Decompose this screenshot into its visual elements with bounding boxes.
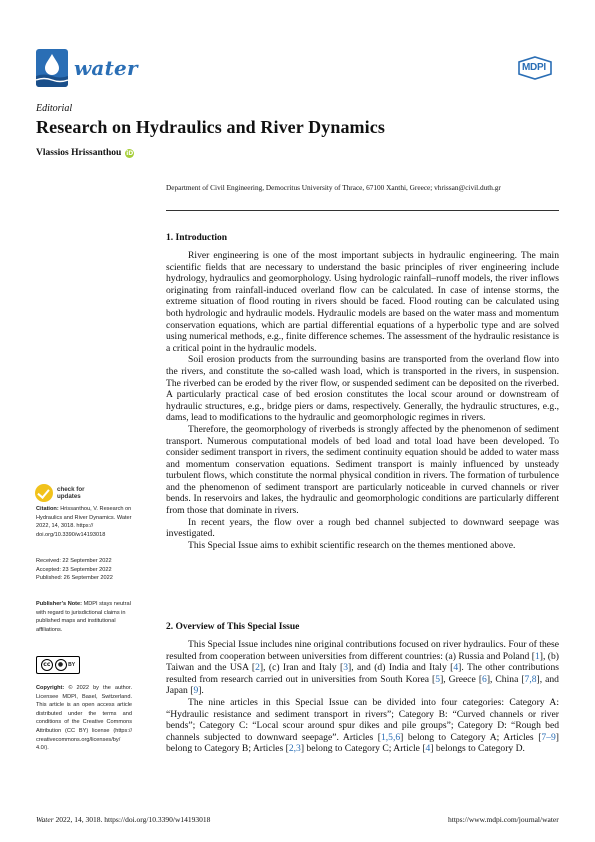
copyright-block bbox=[36, 684, 132, 753]
journal-logo bbox=[36, 49, 68, 87]
text-run: ]. bbox=[198, 685, 204, 697]
text-run: ]. The other contributions resulted from research carried out in universities from South Korea [ bbox=[166, 662, 559, 685]
footer-doi[interactable]: 2022, 14, 3018. https://doi.org/10.3390/w14193018 bbox=[53, 815, 211, 824]
copyright-text: © 2022 by the author. Licensee MDPI, Basel, Switzerland. This article is an open access article distributed under the terms and conditions of the Creative Commons Attribution (CC BY) license (https:// creativecommons.org/licenses/by/ 4.0/). bbox=[36, 685, 132, 752]
text-run: This Special Issue includes nine original contributions focused on river hydraulics. Four of these resulted from cooperation between universities from different countries: (a) Russia and Poland [ bbox=[166, 639, 559, 662]
check-updates-icon bbox=[35, 484, 53, 502]
citation-block bbox=[36, 505, 132, 539]
text-run: ], Greece [ bbox=[440, 673, 483, 685]
check-for-updates-badge[interactable] bbox=[35, 482, 105, 504]
section-body bbox=[166, 250, 559, 551]
footer-journal-url[interactable]: https://www.mdpi.com/journal/water bbox=[448, 815, 559, 824]
copyright-label: Copyright: bbox=[36, 685, 65, 691]
article-type: Editorial bbox=[36, 103, 73, 114]
reference-link[interactable]: 2,3 bbox=[288, 743, 301, 755]
text-run: ] belong to Category C; Article [ bbox=[300, 743, 426, 755]
text-run: ] belongs to Category D. bbox=[430, 743, 525, 755]
section-body bbox=[166, 639, 559, 755]
footer-citation bbox=[36, 815, 210, 824]
water-drop-icon bbox=[36, 49, 68, 87]
paragraph bbox=[166, 697, 559, 755]
cc-by-label: BY bbox=[68, 661, 76, 668]
text-run: ], China [ bbox=[486, 673, 525, 685]
by-icon: ● bbox=[55, 659, 67, 671]
reference-link[interactable]: 5 bbox=[435, 673, 441, 685]
check-updates-line2: updates bbox=[57, 493, 81, 500]
reference-link[interactable]: 9 bbox=[193, 685, 199, 697]
text-run: ] belong to Category A; Articles [ bbox=[400, 731, 542, 743]
article-title: Research on Hydraulics and River Dynamics bbox=[36, 117, 385, 137]
citation-label: Citation: bbox=[36, 506, 59, 512]
cc-icon: cc bbox=[41, 659, 53, 671]
reference-link[interactable]: 7–9 bbox=[541, 731, 556, 743]
reference-link[interactable]: 3 bbox=[343, 662, 348, 674]
publisher-note bbox=[36, 600, 132, 634]
received-date: Received: 22 September 2022 bbox=[36, 558, 112, 564]
note-text: MDPI stays neutral with regard to jurisdictional claims in published maps and institutional affiliations. bbox=[36, 601, 131, 633]
reference-link[interactable]: 1,5,6 bbox=[380, 731, 401, 743]
paragraph: In recent years, the flow over a rough bed channel subjected to downward seepage was investigated. bbox=[166, 516, 559, 540]
reference-link[interactable]: 4 bbox=[425, 743, 431, 755]
check-updates-line1: check for bbox=[57, 486, 85, 493]
paragraph bbox=[166, 639, 559, 697]
published-date: Published: 26 September 2022 bbox=[36, 575, 113, 582]
text-run: The nine articles in this Special Issue can be divided into four categories: Category A: “Hydraulic resistance and sediment transport in rivers”; Category B: “Curved channels or river bends”; Category C: “Local scour around spur dikes and pile groups”; Category D: “Rough bed channels subjected to downward seepage”. Articles [ bbox=[166, 696, 559, 743]
note-label: Publisher’s Note: bbox=[36, 601, 83, 607]
mdpi-logo-text: MDPI bbox=[522, 62, 546, 73]
reference-link[interactable]: 2 bbox=[255, 662, 260, 674]
orcid-icon[interactable]: iD bbox=[126, 149, 134, 157]
reference-link[interactable]: 6 bbox=[482, 673, 487, 685]
author-name: Vlassios Hrissanthou bbox=[36, 148, 122, 158]
text-run: ], and (d) India and Italy [ bbox=[348, 662, 454, 674]
text-run: ], and Japan [ bbox=[166, 673, 559, 697]
paragraph: Soil erosion products from the surrounding basins are transported from the overland flow into the rivers, and constitute the so-called wash load, which is transported in the rivers, in suspension. The riverbed can be eroded by the river flow, or suspended sediment can be deposited on the riverbed. A particularly practical case of bed erosion constitutes the local scour around or downstream of hydraulic structures, e.g., bridge piers or dams, respectively. Generally, the hydraulic structures, e.g., dams, lead to modifications to the hydraulic and geomorphologic regimes in rivers. bbox=[166, 354, 559, 424]
accepted-date: Accepted: 23 September 2022 bbox=[36, 566, 112, 573]
dates-block bbox=[36, 557, 132, 583]
mdpi-logo bbox=[516, 56, 554, 80]
affiliation: Department of Civil Engineering, Democritus University of Thrace, 67100 Xanthi, Greece; vhrissan@civil.duth.gr bbox=[166, 183, 501, 192]
text-run: ] belong to Category B; Articles [ bbox=[166, 731, 559, 755]
paragraph: River engineering is one of the most important subjects in hydraulic engineering. The main scientific fields that are necessary to understand the basic principles of river engineering include hydrology, hydraulics and geomorphology. Using hydrologic rainfall–runoff models, the river inflows originating from rainfall-induced overland flow can be calculated. In case of intense storms, the extreme situation of flood routing in rivers should be faced. Flood routing can be calculated using both hydrologic and hydraulic models. Hydraulic models are based on the water mass and momentum conservation equations, which are partial differential equations of a hyperbolic type and are solved using numerical methods, e.g., finite difference schemes. The assessment of the hydraulic resistance is a critical point in the hydraulic models. bbox=[166, 250, 559, 354]
reference-link[interactable]: 7,8 bbox=[524, 673, 537, 685]
paragraph: Therefore, the geomorphology of riverbeds is strongly affected by the phenomenon of sediment transport. Numerous computational models of bed load and total load have been developed. To consider sediment transport in rivers, the sediment continuity equation should be added to water mass and momentum conservation equations. Sediment transport is mainly influenced by unsteady turbulent flows, which constitute the normal physical condition in rivers. The formation of turbulence and the phenomenon of sediment transport are particularly noticeable in curved channels or river bends. In reservoirs and lakes, the hydraulic and geomorphologic conditions are particularly different from those that dominate in rivers. bbox=[166, 423, 559, 517]
author-line bbox=[36, 148, 134, 158]
text-run: ], (c) Iran and Italy [ bbox=[259, 662, 344, 674]
section-heading: 2. Overview of This Special Issue bbox=[166, 622, 300, 632]
cc-license-badge[interactable] bbox=[36, 656, 80, 674]
citation-text: Hrissanthou, V. Research on Hydraulics and River Dynamics. Water 2022, 14, 3018. https:// doi.org/10.3390/w14193018 bbox=[36, 506, 132, 538]
text-run: ], (b) Taiwan and the USA [ bbox=[166, 650, 559, 674]
reference-link[interactable]: 4 bbox=[453, 662, 459, 674]
journal-name: water bbox=[74, 56, 138, 80]
footer-journal: Water bbox=[36, 815, 54, 824]
divider bbox=[166, 210, 559, 211]
paragraph: This Special Issue aims to exhibit scientific research on the themes mentioned above. bbox=[188, 539, 516, 551]
section-heading: 1. Introduction bbox=[166, 233, 228, 243]
reference-link[interactable]: 1 bbox=[534, 650, 540, 662]
